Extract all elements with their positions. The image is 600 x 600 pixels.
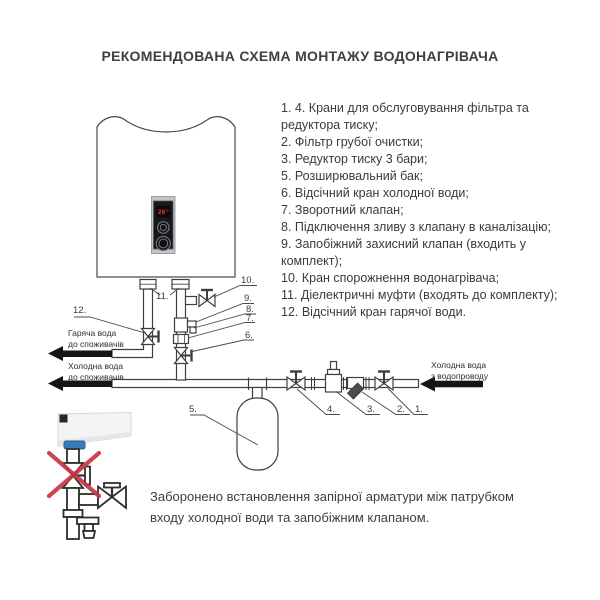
callout-2: 2. (397, 404, 405, 415)
heater-label-square (60, 415, 68, 423)
dielectric-coupling-right (172, 280, 189, 290)
callout-7: 7. (246, 313, 254, 324)
callout-9: 9. (244, 293, 252, 304)
check-valve (174, 335, 189, 344)
safety-valve-detail (77, 518, 99, 539)
cold-water-out-label: Холодна вода до споживачів (68, 361, 124, 382)
callout-12: 12. (73, 305, 87, 316)
legend-item: 1. 4. Крани для обслуговування фільтра та редуктора тиску; (281, 101, 529, 132)
warning-text: Заборонено встановлення запірної арматури між патрубком входу холодної води та запобіжним клапаном. (150, 489, 514, 525)
legend-item: 7. Зворотний клапан; (281, 203, 404, 217)
tank-branch-pipe (253, 388, 263, 399)
expansion-tank (237, 398, 278, 470)
lower-knob (156, 237, 170, 251)
coarse-filter (348, 378, 364, 399)
page-title: РЕКОМЕНДОВАНА СХЕМА МОНТАЖУ ВОДОНАГРІВАЧА (101, 48, 499, 64)
callout-3: 3. (367, 404, 375, 415)
drain-branch-pipe (186, 297, 197, 305)
callout-11: 11. (156, 291, 169, 302)
drain-valve-detail (98, 483, 126, 508)
legend-list (281, 100, 581, 321)
forbidden-detail-illustration (49, 413, 131, 540)
legend-item: 6. Відсічний кран холодної води; (281, 186, 469, 200)
cold-water-in-label: Холодна вода з водопроводу (431, 360, 489, 381)
hot-water-out-label: Гаряча вода до споживачів (68, 328, 124, 349)
callout-5: 5. (189, 404, 197, 415)
legend-item: 8. Підключення зливу з клапану в каналізацію; (281, 220, 552, 234)
legend-item: 3. Редуктор тиску 3 бари; (281, 152, 428, 166)
legend-item: 10. Кран спорожнення водонагрівача; (281, 271, 500, 285)
temperature-display-value: 26° (157, 208, 170, 216)
callout-1: 1. (415, 404, 423, 415)
control-panel (152, 197, 176, 254)
legend-item: 12. Відсічний кран гарячої води. (281, 305, 467, 319)
legend-item: 5. Розширювальний бак; (281, 169, 423, 183)
legend-item: 9. Запобіжний захисний клапан (входить у комплект); (281, 237, 527, 268)
callout-6: 6. (245, 330, 253, 341)
callout-10: 10. (241, 275, 255, 286)
valve-10-drain (199, 290, 215, 307)
legend-item: 2. Фільтр грубої очистки; (281, 135, 424, 149)
upper-knob (158, 222, 170, 234)
dielectric-coupling-left (140, 280, 156, 290)
callout-8: 8. (246, 304, 254, 315)
legend-item: 11. Діелектричні муфти (входять до комплекту); (281, 288, 558, 302)
cold-water-main-pipe (112, 380, 419, 388)
blue-inlet-fitting (64, 441, 85, 449)
callout-4: 4. (327, 404, 335, 415)
pipe-union (64, 510, 83, 517)
safety-valve-group (175, 318, 197, 333)
pressure-reducer (326, 362, 342, 393)
